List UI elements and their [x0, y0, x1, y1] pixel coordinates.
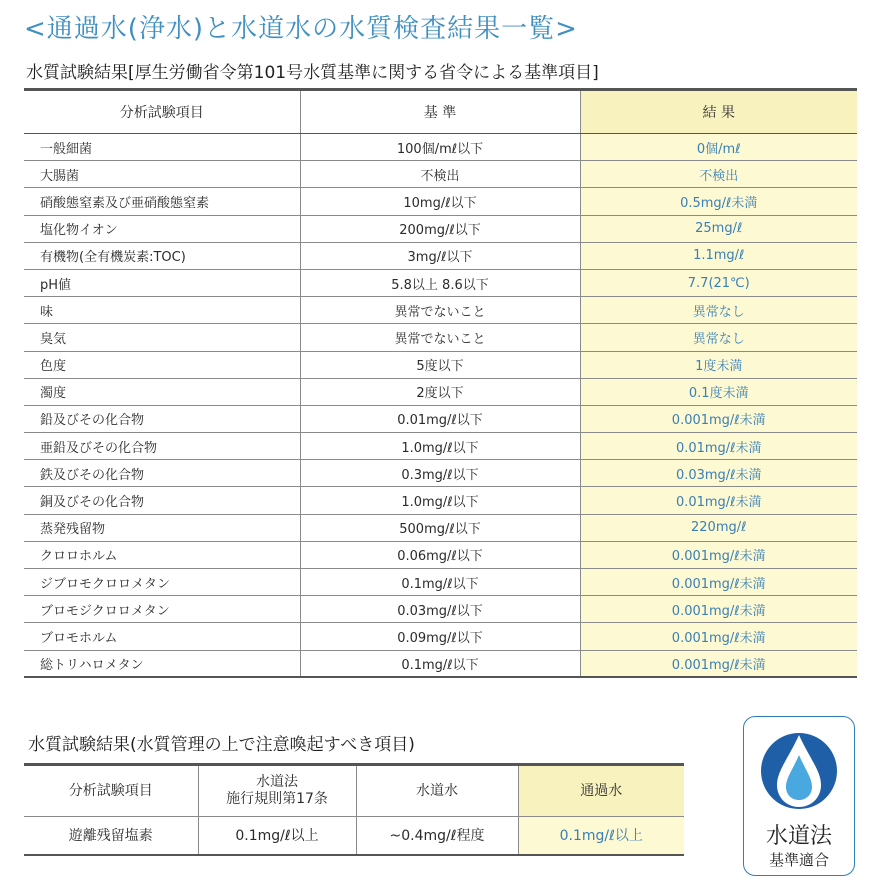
cell-result: 0.001mg/ℓ未満: [580, 623, 857, 650]
cell-standard: 200mg/ℓ以下: [300, 215, 580, 242]
header-result: 結 果: [580, 90, 857, 134]
cell-standard: 0.1mg/ℓ以下: [300, 569, 580, 596]
table-row: [24, 242, 857, 269]
table-row: [24, 487, 857, 514]
table-row: [24, 541, 857, 568]
header-rule-line2: 施行規則第17条: [226, 791, 328, 807]
cell-result: 1.1mg/ℓ: [580, 242, 857, 269]
table-row: [24, 460, 857, 487]
cell-item: 硝酸態窒素及び亜硝酸態窒素: [24, 188, 300, 215]
cell-item: ブロモジクロロメタン: [24, 596, 300, 623]
table-row: [24, 569, 857, 596]
cell-item: ジブロモクロロメタン: [24, 569, 300, 596]
table-row: [24, 596, 857, 623]
cell-rule: 0.1mg/ℓ以上: [198, 817, 356, 855]
cell-item: 一般細菌: [24, 134, 300, 161]
table-row: [24, 433, 857, 460]
cell-item: pH値: [24, 269, 300, 296]
cell-item: 有機物(全有機炭素:TOC): [24, 242, 300, 269]
cell-standard: 不検出: [300, 161, 580, 188]
cell-result: 0個/mℓ: [580, 134, 857, 161]
water-drop-icon: [758, 725, 840, 817]
badge-subtitle: 基準適合: [768, 851, 829, 869]
cell-tap-water: ~0.4mg/ℓ程度: [356, 817, 518, 855]
table-row: [24, 650, 857, 677]
cell-item: 鉛及びその化合物: [24, 405, 300, 432]
header-filtered-water: 通過水: [518, 765, 684, 817]
standard-items-table: [24, 88, 857, 678]
table-row: [24, 188, 857, 215]
table-row: [24, 623, 857, 650]
table-row: [24, 817, 684, 855]
cell-result: 0.01mg/ℓ未満: [580, 433, 857, 460]
cell-standard: 2度以下: [300, 378, 580, 405]
cell-item: 濁度: [24, 378, 300, 405]
cell-item: 亜鉛及びその化合物: [24, 433, 300, 460]
cell-item: 鉄及びその化合物: [24, 460, 300, 487]
table-row: [24, 405, 857, 432]
cell-item: 総トリハロメタン: [24, 650, 300, 677]
badge-title: 水道法: [765, 824, 832, 849]
cell-standard: 3mg/ℓ以下: [300, 242, 580, 269]
table-row: [24, 514, 857, 541]
cell-result: 0.001mg/ℓ未満: [580, 650, 857, 677]
cell-item: 塩化物イオン: [24, 215, 300, 242]
cell-result: 0.01mg/ℓ未満: [580, 487, 857, 514]
cell-standard: 10mg/ℓ以下: [300, 188, 580, 215]
cell-standard: 0.3mg/ℓ以下: [300, 460, 580, 487]
cell-result: 7.7(21℃): [580, 269, 857, 296]
table2-caption: 水質試験結果(水質管理の上で注意喚起すべき項目): [28, 735, 415, 755]
table-row: [24, 378, 857, 405]
cell-item: 銅及びその化合物: [24, 487, 300, 514]
table-header-row: [24, 90, 857, 134]
cell-standard: 異常でないこと: [300, 324, 580, 351]
cell-result: 0.5mg/ℓ未満: [580, 188, 857, 215]
cell-result: 異常なし: [580, 297, 857, 324]
table-header-row: [24, 765, 684, 817]
cell-filtered-water: 0.1mg/ℓ以上: [518, 817, 684, 855]
page-title: <通過水(浄水)と水道水の水質検査結果一覧>: [24, 14, 578, 44]
caution-items-table: [24, 763, 684, 856]
cell-standard: 500mg/ℓ以下: [300, 514, 580, 541]
table-row: [24, 269, 857, 296]
header-item: 分析試験項目: [24, 90, 300, 134]
table1-body: [24, 134, 857, 678]
table-row: [24, 215, 857, 242]
cell-standard: 5.8以上 8.6以下: [300, 269, 580, 296]
cell-item: 大腸菌: [24, 161, 300, 188]
cell-standard: 1.0mg/ℓ以下: [300, 487, 580, 514]
cell-item: クロロホルム: [24, 541, 300, 568]
cell-result: 不検出: [580, 161, 857, 188]
cell-item: 臭気: [24, 324, 300, 351]
cell-standard: 0.09mg/ℓ以下: [300, 623, 580, 650]
water-law-compliance-badge: [743, 716, 855, 876]
cell-result: 1度未満: [580, 351, 857, 378]
header-rule-line1: 水道法: [256, 774, 298, 790]
cell-standard: 5度以下: [300, 351, 580, 378]
cell-result: 0.1度未満: [580, 378, 857, 405]
cell-standard: 100個/mℓ以下: [300, 134, 580, 161]
cell-standard: 0.01mg/ℓ以下: [300, 405, 580, 432]
cell-item: 味: [24, 297, 300, 324]
header-item: 分析試験項目: [24, 765, 198, 817]
cell-result: 0.001mg/ℓ未満: [580, 596, 857, 623]
cell-item: ブロモホルム: [24, 623, 300, 650]
cell-standard: 0.06mg/ℓ以下: [300, 541, 580, 568]
cell-standard: 異常でないこと: [300, 297, 580, 324]
cell-result: 25mg/ℓ: [580, 215, 857, 242]
header-standard: 基 準: [300, 90, 580, 134]
header-rule: [198, 765, 356, 817]
table-row: [24, 351, 857, 378]
cell-result: 0.001mg/ℓ未満: [580, 541, 857, 568]
cell-result: 0.03mg/ℓ未満: [580, 460, 857, 487]
table-row: [24, 324, 857, 351]
table1-caption: 水質試験結果[厚生労働省令第101号水質基準に関する省令による基準項目]: [26, 63, 599, 83]
cell-item: 色度: [24, 351, 300, 378]
table-row: [24, 134, 857, 161]
cell-item: 蒸発残留物: [24, 514, 300, 541]
cell-result: 220mg/ℓ: [580, 514, 857, 541]
cell-standard: 1.0mg/ℓ以下: [300, 433, 580, 460]
cell-result: 異常なし: [580, 324, 857, 351]
cell-item: 遊離残留塩素: [24, 817, 198, 855]
header-tap-water: 水道水: [356, 765, 518, 817]
table-row: [24, 161, 857, 188]
cell-standard: 0.03mg/ℓ以下: [300, 596, 580, 623]
cell-result: 0.001mg/ℓ未満: [580, 569, 857, 596]
table-row: [24, 297, 857, 324]
cell-result: 0.001mg/ℓ未満: [580, 405, 857, 432]
cell-standard: 0.1mg/ℓ以下: [300, 650, 580, 677]
